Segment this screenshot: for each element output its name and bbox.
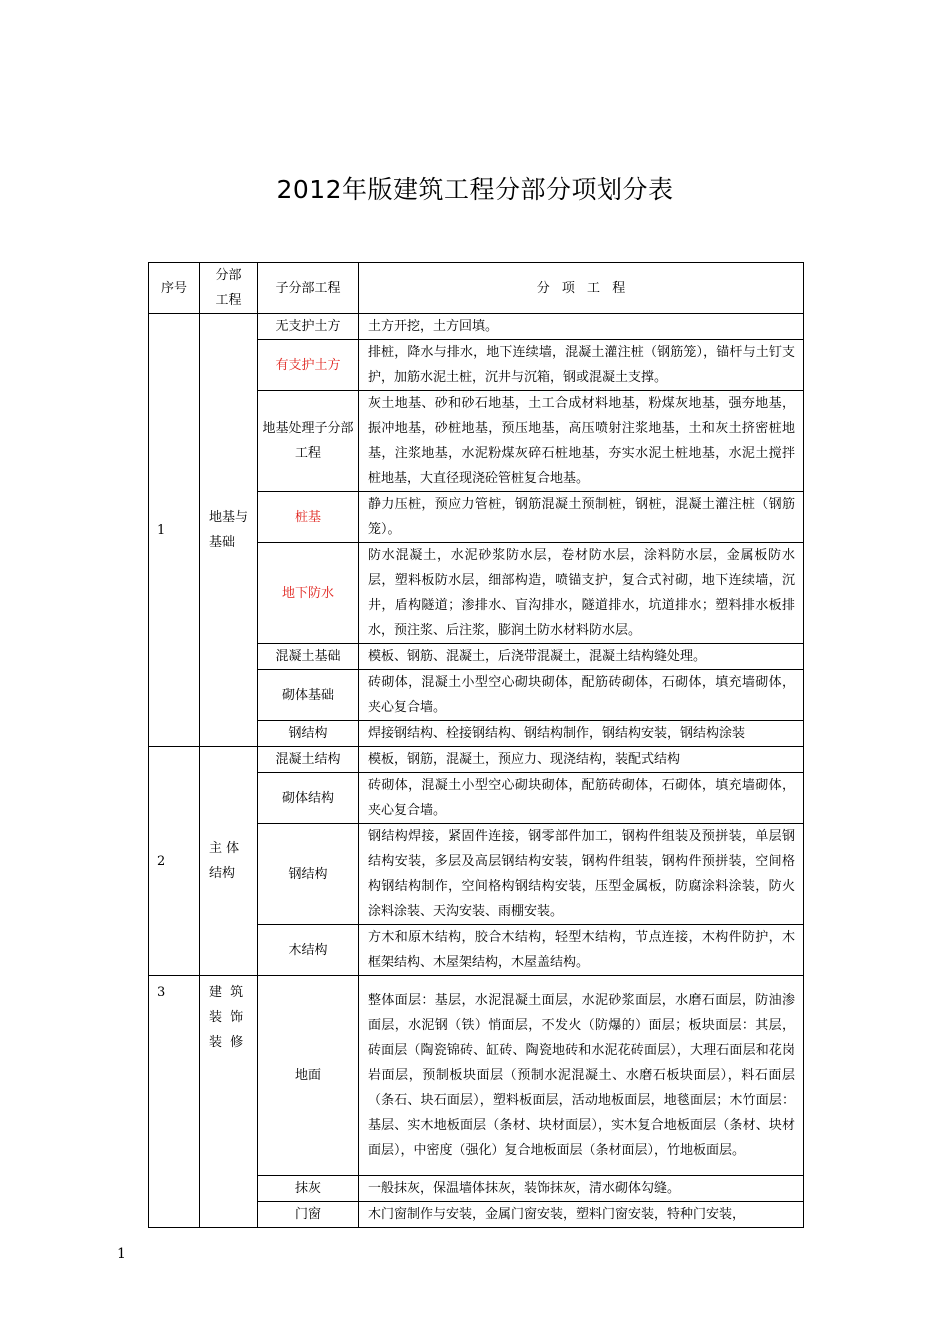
items-cell: 整体面层：基层，水泥混凝土面层，水泥砂浆面层，水磨石面层，防油渗面层，水泥钢（铁）悄面层，不发火（防爆的）面层；板块面层：其层，砖面层（陶瓷锦砖、缸砖、陶瓷地砖和水泥花砖面层），大理石面层和花岗岩面层，预制板块面层（预制水泥混凝土、水磨石板块面层），料石面层（条石、块石面层），塑料板面层，活动地板面层，地毯面层；木竹面层：基层、实木地板面层（条材、块材面层），实木复合地板面层（条材、块材面层），中密度（强化）复合地板面层（条材面层），竹地板面层。 xyxy=(359,976,804,1176)
header-items: 分 项 工 程 xyxy=(359,263,804,314)
table-row xyxy=(149,976,804,1176)
subdivision-cell: 钢结构 xyxy=(258,824,359,925)
items-cell: 一般抹灰，保温墙体抹灰，装饰抹灰，清水砌体勾缝。 xyxy=(359,1176,804,1202)
header-subdivision: 子分部工程 xyxy=(258,263,359,314)
seq-cell: 1 xyxy=(149,314,200,747)
subdivision-cell: 无支护土方 xyxy=(258,314,359,340)
items-cell: 木门窗制作与安装，金属门窗安装，塑料门窗安装，特种门安装， xyxy=(359,1202,804,1228)
items-cell: 防水混凝土，水泥砂浆防水层，卷材防水层，涂料防水层，金属板防水层，塑料板防水层，细部构造，喷锚支护，复合式衬砌，地下连续墙，沉井，盾构隧道；渗排水、盲沟排水，隧道排水，坑道排水；塑料排水板排水，预注浆、后注浆，膨润土防水材料防水层。 xyxy=(359,543,804,644)
items-cell: 灰土地基、砂和砂石地基，土工合成材料地基，粉煤灰地基，强夯地基，振冲地基，砂桩地基，预压地基，高压喷射注浆地基，土和灰土挤密桩地基，注浆地基，水泥粉煤灰碎石桩地基，夯实水泥土桩地基，水泥土搅拌桩地基，大直径现浇砼管桩复合地基。 xyxy=(359,391,804,492)
division-table xyxy=(148,262,804,1228)
items-cell: 方木和原木结构，胶合木结构，轻型木结构，节点连接，木构件防护，木框架结构、木屋架结构，木屋盖结构。 xyxy=(359,925,804,976)
header-division-line2: 工程 xyxy=(215,293,242,308)
items-cell: 模板，钢筋，混凝土，预应力、现浇结构，装配式结构 xyxy=(359,747,804,773)
subdivision-cell: 钢结构 xyxy=(258,721,359,747)
division-cell: 主 体结构 xyxy=(200,747,258,976)
header-division-line1: 分部 xyxy=(215,268,242,283)
items-cell: 钢结构焊接，紧固件连接，钢零部件加工，钢构件组装及预拼装，单层钢结构安装，多层及高层钢结构安装，钢构件组装，钢构件预拼装，空间格构钢结构制作，空间格构钢结构安装，压型金属板，防腐涂料涂装，防火涂料涂装、天沟安装、雨棚安装。 xyxy=(359,824,804,925)
subdivision-cell: 有支护土方 xyxy=(258,340,359,391)
items-cell: 砖砌体，混凝土小型空心砌块砌体，配筋砖砌体，石砌体，填充墙砌体，夹心复合墙。 xyxy=(359,670,804,721)
page-title: 2012年版建筑工程分部分项划分表 xyxy=(276,175,674,204)
subdivision-cell: 混凝土基础 xyxy=(258,644,359,670)
subdivision-cell: 地面 xyxy=(258,976,359,1176)
seq-cell: 2 xyxy=(149,747,200,976)
division-cell: 地基与基础 xyxy=(200,314,258,747)
items-cell: 土方开挖，土方回填。 xyxy=(359,314,804,340)
items-cell: 砖砌体，混凝土小型空心砌块砌体，配筋砖砌体，石砌体，填充墙砌体，夹心复合墙。 xyxy=(359,773,804,824)
items-cell: 模板、钢筋、混凝土，后浇带混凝土，混凝土结构缝处理。 xyxy=(359,644,804,670)
subdivision-cell: 抹灰 xyxy=(258,1176,359,1202)
subdivision-cell: 桩基 xyxy=(258,492,359,543)
table-header-row xyxy=(149,263,804,314)
subdivision-cell: 门窗 xyxy=(258,1202,359,1228)
subdivision-cell: 木结构 xyxy=(258,925,359,976)
table-row xyxy=(149,747,804,773)
items-cell: 静力压桩，预应力管桩，钢筋混凝土预制桩，钢桩，混凝土灌注桩（钢筋笼）。 xyxy=(359,492,804,543)
subdivision-cell: 混凝土结构 xyxy=(258,747,359,773)
header-seq: 序号 xyxy=(149,263,200,314)
subdivision-cell: 地基处理子分部工程 xyxy=(258,391,359,492)
subdivision-cell: 地下防水 xyxy=(258,543,359,644)
subdivision-cell: 砌体基础 xyxy=(258,670,359,721)
table-row xyxy=(149,314,804,340)
seq-cell: 3 xyxy=(149,976,200,1228)
items-cell: 焊接钢结构、栓接钢结构、钢结构制作，钢结构安装，钢结构涂装 xyxy=(359,721,804,747)
page-number: 1 xyxy=(117,1246,126,1262)
header-division xyxy=(200,263,258,314)
items-cell: 排桩，降水与排水，地下连续墙，混凝土灌注桩（钢筋笼），锚杆与土钉支护，加筋水泥土桩，沉井与沉箱，钢或混凝土支撑。 xyxy=(359,340,804,391)
division-cell: 建 筑装 饰装 修 xyxy=(200,976,258,1228)
subdivision-cell: 砌体结构 xyxy=(258,773,359,824)
